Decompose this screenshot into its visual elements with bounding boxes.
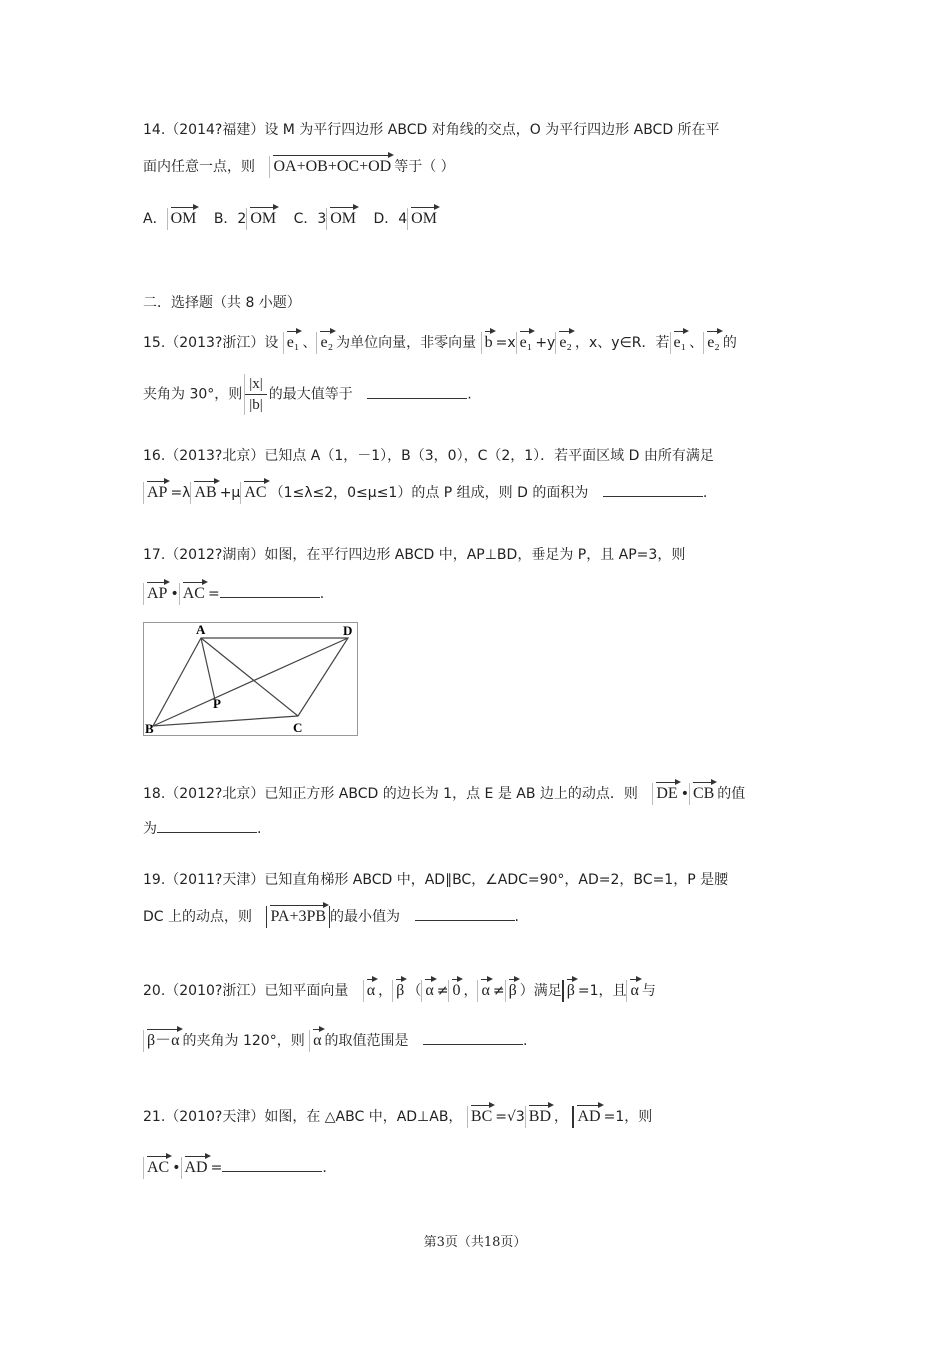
diagonal-bd — [153, 638, 348, 726]
label-b: B — [145, 721, 154, 736]
q18-line2: 为 . — [143, 818, 261, 839]
label-c: C — [293, 720, 303, 735]
vector-de: DE — [652, 783, 680, 805]
vector-ab: AB — [190, 482, 219, 504]
q20-text: 20.（2010?浙江）已知平面向量 — [143, 983, 349, 999]
q21-line2: AC • AD = . — [143, 1157, 327, 1179]
q15-line1: 15.（2013?浙江）设 e₁ 、 e₂ 为单位向量，非零向量 b =x e₁ +y e₂ ，x、y∈R．若 e₁ 、 e₂ 的 — [143, 332, 737, 354]
q21-text: 21.（2010?天津）如图，在 △ABC 中，AD⊥AB， — [143, 1109, 463, 1125]
answer-blank[interactable] — [222, 1157, 322, 1172]
vector-alpha: α — [421, 980, 436, 1002]
vector-om: OM — [167, 208, 200, 230]
vector-e1: e₁ — [670, 332, 690, 354]
q14-text3: 等于（ ） — [394, 159, 455, 175]
vector-bc: BC — [467, 1106, 495, 1128]
q14-options — [143, 208, 440, 230]
vector-modulus: PA+3PB — [266, 906, 330, 928]
answer-blank[interactable] — [603, 482, 703, 497]
q14-line2 — [143, 156, 455, 178]
answer-blank[interactable] — [157, 818, 257, 833]
q17-line1: 17.（2012?湖南）如图，在平行四边形 ABCD 中，AP⊥BD，垂足为 P，且 AP=3，则 — [143, 547, 686, 563]
label-d: D — [343, 623, 353, 638]
q14-number: 14.（2014?福建） — [143, 122, 265, 138]
vector-alpha: α — [477, 980, 492, 1002]
vector-e2: e₂ — [555, 332, 575, 354]
q18-line1: 18.（2012?北京）已知正方形 ABCD 的边长为 1，点 E 是 AB 边上的动点．则 DE • CB 的值 — [143, 783, 745, 805]
vector-cb: CB — [689, 783, 717, 805]
answer-blank[interactable] — [367, 384, 467, 399]
option-a-label: A． — [143, 211, 167, 227]
vector-beta: β — [392, 980, 407, 1002]
vector-beta: β — [505, 980, 520, 1002]
vector-ap: AP — [143, 482, 170, 504]
parallelogram-figure — [143, 622, 358, 736]
vector-ap: AP — [143, 583, 170, 605]
label-p: P — [213, 696, 221, 711]
vector-ad-modulus: AD — [572, 1106, 603, 1128]
vector-e2: e₂ — [703, 332, 723, 354]
q20-line2: β－α 的夹角为 120°，则 α 的取值范围是 . — [143, 1030, 527, 1052]
q15-line2: 夹角为 30°，则 $\frac{|x|}{|b|}$ 的最大值等于 . — [143, 376, 472, 413]
answer-blank[interactable] — [220, 583, 320, 598]
option-b-label: B．2 — [213, 211, 247, 227]
vector-ac: AC — [179, 583, 208, 605]
q21-line1: 21.（2010?天津）如图，在 △ABC 中，AD⊥AB， BC =√3 BD ， AD =1，则 — [143, 1106, 652, 1128]
vector-om: OM — [326, 208, 359, 230]
q19-line2: DC 上的动点，则 PA+3PB 的最小值为 . — [143, 906, 519, 928]
vector-e1: e₁ — [516, 332, 536, 354]
q15-text2: 夹角为 30°，则 — [143, 386, 243, 403]
q16-line1: 16.（2013?北京）已知点 A（1，－1），B（3，0），C（2，1）．若平面区域 D 由所有满足 — [143, 448, 714, 464]
vector-alpha: α — [626, 980, 641, 1002]
vector-beta-minus-alpha: β－α — [143, 1030, 183, 1052]
vector-ad: AD — [181, 1157, 211, 1179]
q16-text: （1≤λ≤2，0≤μ≤1）的点 P 组成，则 D 的面积为 — [269, 485, 589, 501]
vector-ac: AC — [143, 1157, 172, 1179]
section-heading: 二．选择题（共 8 小题） — [143, 295, 301, 311]
q20-line1: 20.（2010?浙江）已知平面向量 α ， β （ α ≠ 0 ， α ≠ β ）满足 β =1，且 α 与 — [143, 980, 656, 1002]
q19-text: DC 上的动点，则 — [143, 909, 253, 925]
answer-blank[interactable] — [415, 906, 515, 921]
vector-b: b — [481, 332, 496, 354]
answer-blank[interactable] — [423, 1030, 523, 1045]
vector-e1: e₁ — [283, 332, 303, 354]
q15-number: 15.（2013?浙江）设 — [143, 335, 279, 351]
vector-bd: BD — [525, 1106, 554, 1128]
fraction: $\frac{|x|}{|b|}$ — [244, 374, 267, 415]
vector-alpha-modulus: α — [309, 1030, 324, 1052]
vector-ac: AC — [240, 482, 269, 504]
vector-om: OM — [407, 208, 440, 230]
q20-text2: 的夹角为 120°，则 — [182, 1033, 305, 1049]
q15-text3: 的最大值等于 — [268, 386, 353, 403]
vector-zero: 0 — [448, 980, 463, 1002]
q18-text: 18.（2012?北京）已知正方形 ABCD 的边长为 1，点 E 是 AB 边上的动点．则 — [143, 786, 638, 802]
q14-line1 — [143, 120, 720, 140]
figure-border — [144, 623, 358, 736]
vector-sum: OA+OB+OC+OD — [269, 156, 394, 178]
option-c-label: C．3 — [293, 211, 327, 227]
q17-line2: AP • AC = . — [143, 583, 324, 605]
label-a: A — [196, 622, 206, 637]
q14-text: 设 M 为平行四边形 ABCD 对角线的交点，O 为平行四边形 ABCD 所在平 — [264, 122, 720, 138]
page-footer: 第3页（共18页） — [423, 1235, 527, 1250]
vector-alpha: α — [363, 980, 378, 1002]
q14-text2: 面内任意一点，则 — [143, 159, 255, 175]
q15-text: 为单位向量，非零向量 — [336, 335, 477, 351]
vector-om: OM — [246, 208, 279, 230]
q19-line1: 19.（2011?天津）已知直角梯形 ABCD 中，AD∥BC，∠ADC=90°，AD=2，BC=1，P 是腰 — [143, 872, 729, 888]
option-d-label: D．4 — [373, 211, 408, 227]
vector-beta-modulus: β — [562, 980, 578, 1002]
vector-e2: e₂ — [316, 332, 336, 354]
q16-line2: AP =λ AB +μ AC （1≤λ≤2，0≤μ≤1）的点 P 组成，则 D 的面积为 . — [143, 482, 707, 504]
